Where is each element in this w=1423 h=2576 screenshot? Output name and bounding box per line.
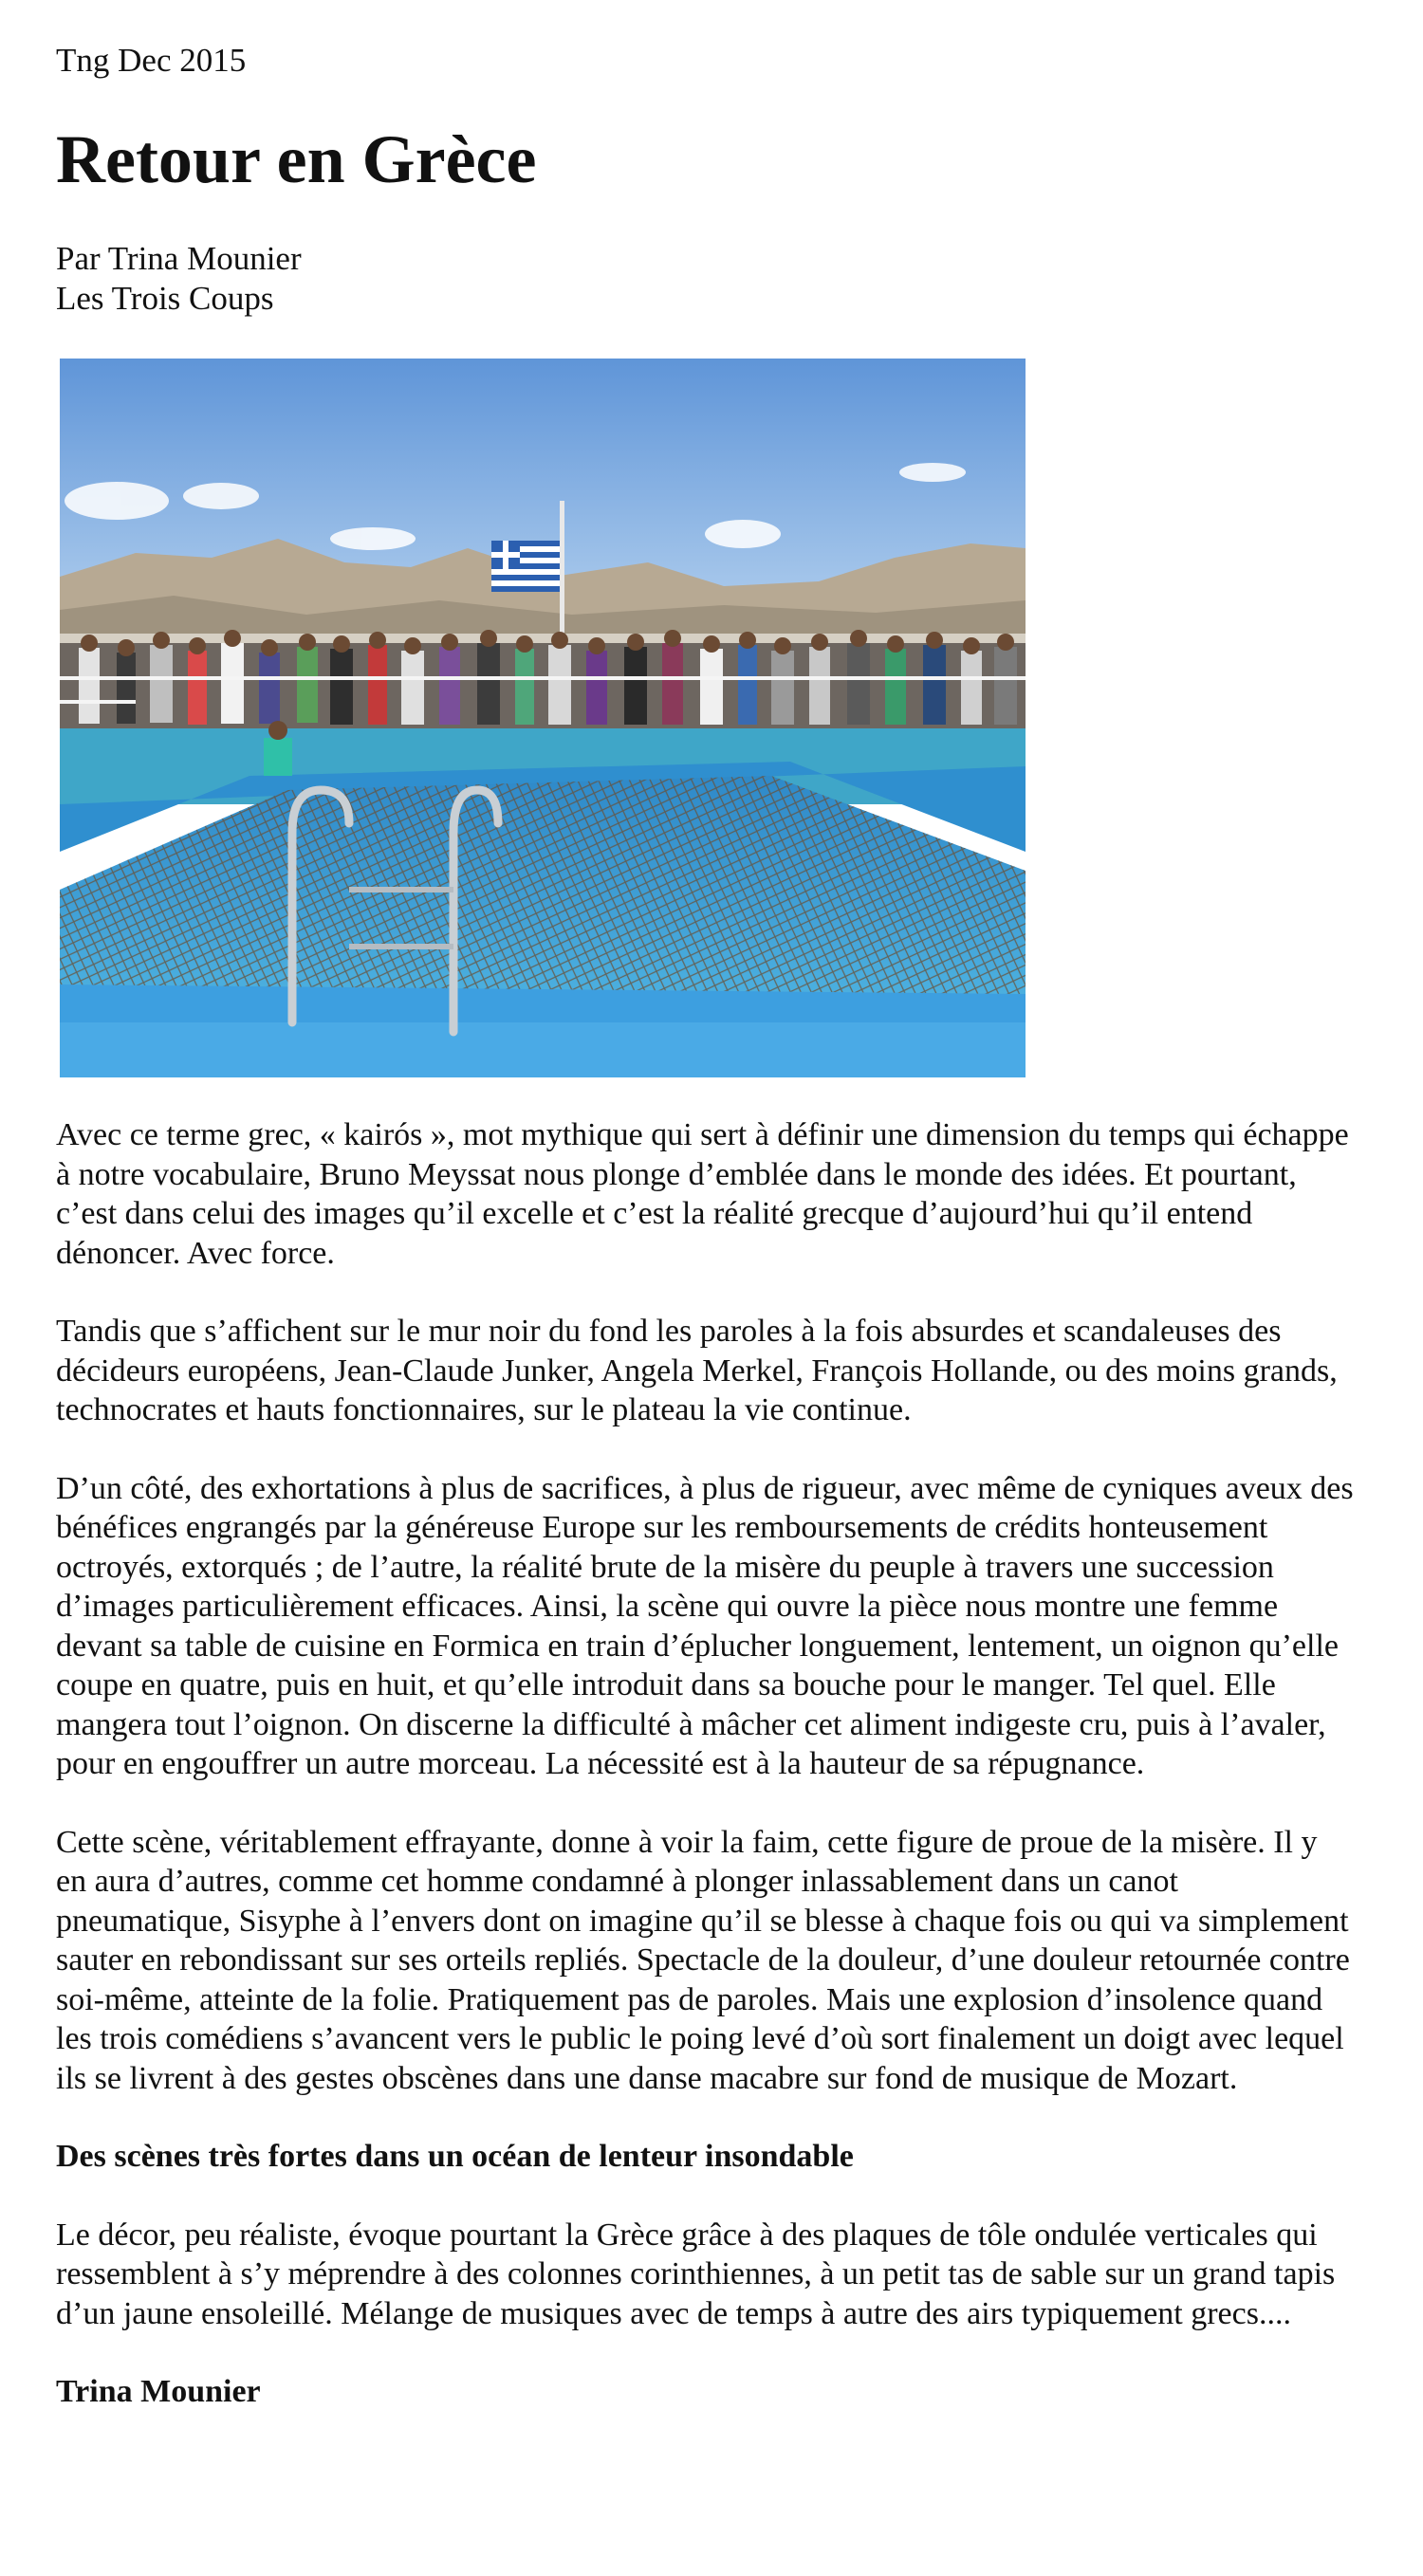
article-body [56, 1115, 1356, 2451]
author-line: Par Trina Mounier [56, 240, 302, 277]
article-paragraph: Le décor, peu réaliste, évoque pourtant la Grèce grâce à des plaques de tôle ondulée verticales qui ressemblent à s’y méprendre à des colonnes corinthiennes, à un petit tas de sable sur un grand tapis d’un jaune ensoleillé. Mélange de musiques avec de temps à autre des airs typiquement grecs.... [56, 2217, 1336, 2331]
article-title: Retour en Grèce [56, 121, 537, 197]
article-paragraph: Avec ce terme grec, « kairós », mot mythique qui sert à définir une dimension du temps qui échappe à notre vocabulaire, Bruno Meyssat nous plonge d’emblée dans le monde des idées. Et pourtant, c’est dans celui des images qu’il excelle et c’est la réalité grecque d’aujourd’hui qu’il entend dénoncer. Avec force. [56, 1117, 1349, 1271]
article-signature: Trina Mounier [56, 2374, 261, 2409]
article-dateline: Tng Dec 2015 [56, 42, 247, 79]
article-paragraph: Cette scène, véritablement effrayante, donne à voir la faim, cette figure de proue de la misère. Il y en aura d’autres, comme cet homme condamné à plonger inlassablement dans un canot pneumatique, Sisyphe à l’envers dont on imagine qu’il se blesse à chaque fois ou qui va simplement sauter en rebondissant sur ses orteils repliés. Spectacle de la douleur, d’une douleur retournée contre soi-même, atteinte de la folie. Pratiquement pas de paroles. Mais une explosion d’insolence quand les trois comédiens s’avancent vers le public le poing levé d’où sort finalement un doigt avec lequel ils se livrent à des gestes obscènes dans une danse macabre sur fond de musique de Mozart. [56, 1824, 1350, 2096]
article-byline [56, 239, 302, 319]
publication-name: Les Trois Coups [56, 280, 274, 317]
ferry-deck-pool-photo [60, 359, 1026, 1077]
article-subheading: Des scènes très fortes dans un océan de lenteur insondable [56, 2139, 854, 2174]
article-paragraph: Tandis que s’affichent sur le mur noir du fond les paroles à la fois absurdes et scandaleuses des décideurs européens, Jean-Claude Junker, Angela Merkel, François Hollande, ou des moins grands, technocrates et hauts fonctionnaires, sur le plateau la vie continue. [56, 1314, 1338, 1427]
article-paragraph: D’un côté, des exhortations à plus de sacrifices, à plus de rigueur, avec même de cyniques aveux des bénéfices engrangés par la généreuse Europe sur les remboursements de crédits honteusement octroyés, extorqués ; de l’autre, la réalité brute de la misère du peuple à travers une succession d’images particulièrement efficaces. Ainsi, la scène qui ouvre la pièce nous montre une femme devant sa table de cuisine en Formica en train d’éplucher longuement, lentement, un oignon qu’elle coupe en quatre, puis en huit, et qu’elle introduit dans sa bouche pour le manger. Tel quel. Elle mangera tout l’oignon. On discerne la difficulté à mâcher cet aliment indigeste cru, puis à l’avaler, pour en engouffrer un autre morceau. La nécessité est à la hauteur de sa répugnance. [56, 1470, 1354, 1781]
